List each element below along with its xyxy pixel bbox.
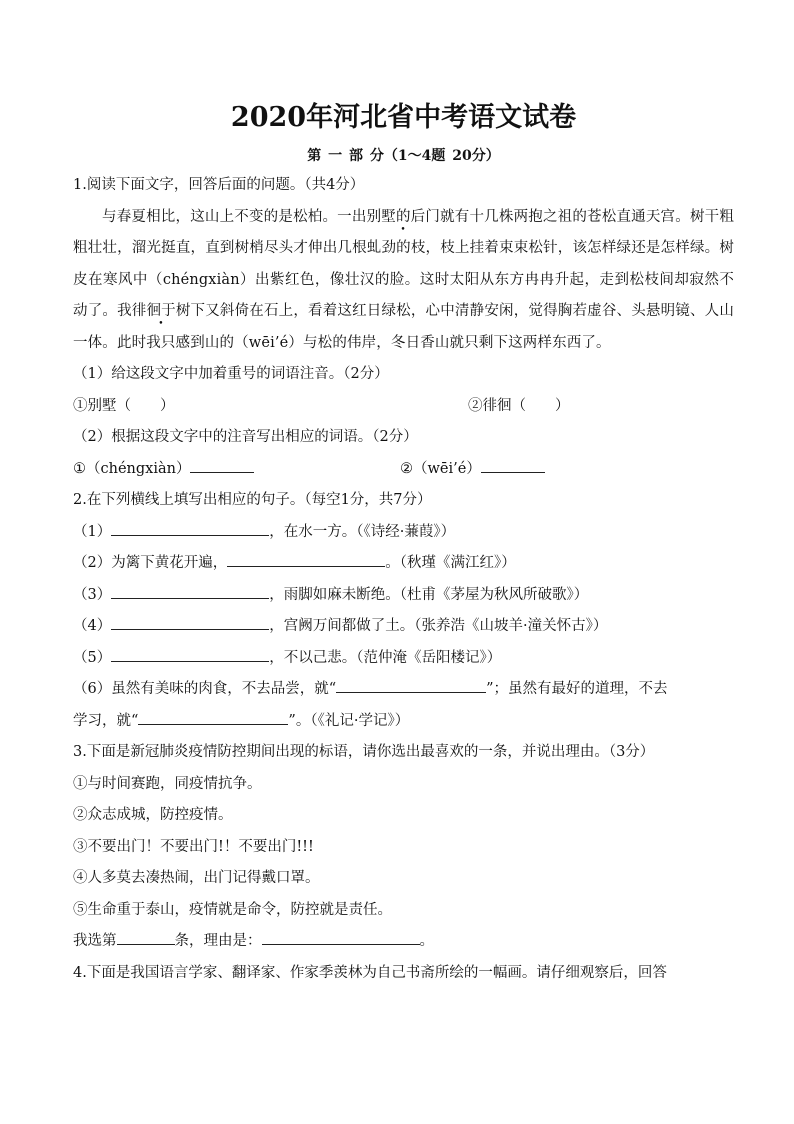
answer-blank[interactable] xyxy=(117,928,175,945)
q1-passage: 与春夏相比，这山上不变的是松柏。一出别墅的后门就有十几株两抱之祖的苍松直通天宫。树干粗粗壮壮，溜光挺直，直到树梢尽头才伸出几根虬劲的枝，枝上挂着束束松针，该怎样绿还是怎样绿。树皮在寒风中（chéngxiàn）出紫红色，像壮汉的脸。这时太阳从东方冉冉升起，走到松枝间却寂然不动了。我徘徊于树下又斜倚在石上，看着这红日绿松，心中清静安闲，觉得胸若虚谷、头悬明镜、人山一体。此时我只感到山的（wēi’é）与松的伟岸，冬日香山就只剩下这两样东西了。 xyxy=(73,208,734,351)
q1-sub2-b: ②（wēi’é） xyxy=(400,460,481,477)
q1-sub1-row xyxy=(73,391,734,423)
answer-blank[interactable] xyxy=(111,519,269,536)
section-heading: 第 一 部 分（1～4题 20分） xyxy=(307,148,500,164)
q1-stem: 1.阅读下面文字，回答后面的问题。（共4分） xyxy=(73,177,365,193)
q3-option-4: ④人多莫去凑热闹，出门记得戴口罩。 xyxy=(73,870,320,886)
answer-blank[interactable] xyxy=(111,613,269,630)
answer-blank[interactable] xyxy=(262,928,420,945)
q3-option-3: ③不要出门！不要出门!！不要出门!!! xyxy=(73,838,314,855)
emphasis-dot-bieshu: 墅 xyxy=(381,208,396,225)
answer-blank[interactable] xyxy=(190,456,254,473)
emphasis-dot-paihuai: 徘徊 xyxy=(131,303,162,319)
q3-option-1: ①与时间赛跑，同疫情抗争。 xyxy=(73,775,262,792)
answer-blank[interactable] xyxy=(227,550,385,567)
q2-stem: 2.在下列横线上填写出相应的句子。（每空1分，共7分） xyxy=(73,492,432,508)
q1-sub2-a: ①（chéngxiàn） xyxy=(73,460,191,477)
q3-stem: 3.下面是新冠肺炎疫情防控期间出现的标语，请你选出最喜欢的一条，并说出理由。（3分） xyxy=(73,744,655,760)
q3-option-2: ②众志成城，防控疫情。 xyxy=(73,807,233,823)
q2-item-3: （3） ，雨脚如麻未断绝。（杜甫《茅屋为秋风所破歌》） xyxy=(73,580,734,612)
q1-sub1: （1）给这段文字中加着重号的词语注音。（2分） xyxy=(73,366,389,382)
answer-blank[interactable] xyxy=(138,708,288,725)
q2-item-6-cont: 学习，就“ ”。（《礼记·学记》） xyxy=(73,706,734,738)
answer-blank[interactable] xyxy=(336,676,486,693)
q4-stem: 4.下面是我国语言学家、翻译家、作家季羡林为自己书斋所绘的一幅画。请仔细观察后，回答 xyxy=(73,964,667,981)
q2-item-6: （6）虽然有美味的肉食，不去品尝，就“ ”；虽然有最好的道理，不去 xyxy=(73,674,734,706)
q2-item-4: （4） ，宫阙万间都做了土。（张养浩《山坡羊·潼关怀古》） xyxy=(73,611,734,643)
q3-option-5: ⑤生命重于泰山，疫情就是命令，防控就是责任。 xyxy=(73,901,392,918)
q1-sub1-a: ①别墅（ ） xyxy=(73,397,175,414)
answer-blank[interactable] xyxy=(481,456,545,473)
q2-item-5: （5） ，不以己悲。（范仲淹《岳阳楼记》） xyxy=(73,643,734,675)
q1-sub1-b: ②徘徊（ ） xyxy=(468,397,570,414)
q2-item-1: （1） ，在水一方。（《诗经·蒹葭》） xyxy=(73,517,734,549)
q3-answer: 我选第 条，理由是： 。 xyxy=(73,926,734,958)
q2-item-2: （2）为篱下黄花开遍， 。（秋瑾《满江红》） xyxy=(73,548,734,580)
answer-blank[interactable] xyxy=(111,645,269,662)
answer-blank[interactable] xyxy=(111,582,269,599)
q1-sub2-row xyxy=(73,454,734,486)
page-title: 2020年河北省中考语文试卷 xyxy=(230,102,577,133)
q1-sub2: （2）根据这段文字中的注音写出相应的词语。（2分） xyxy=(73,429,418,445)
